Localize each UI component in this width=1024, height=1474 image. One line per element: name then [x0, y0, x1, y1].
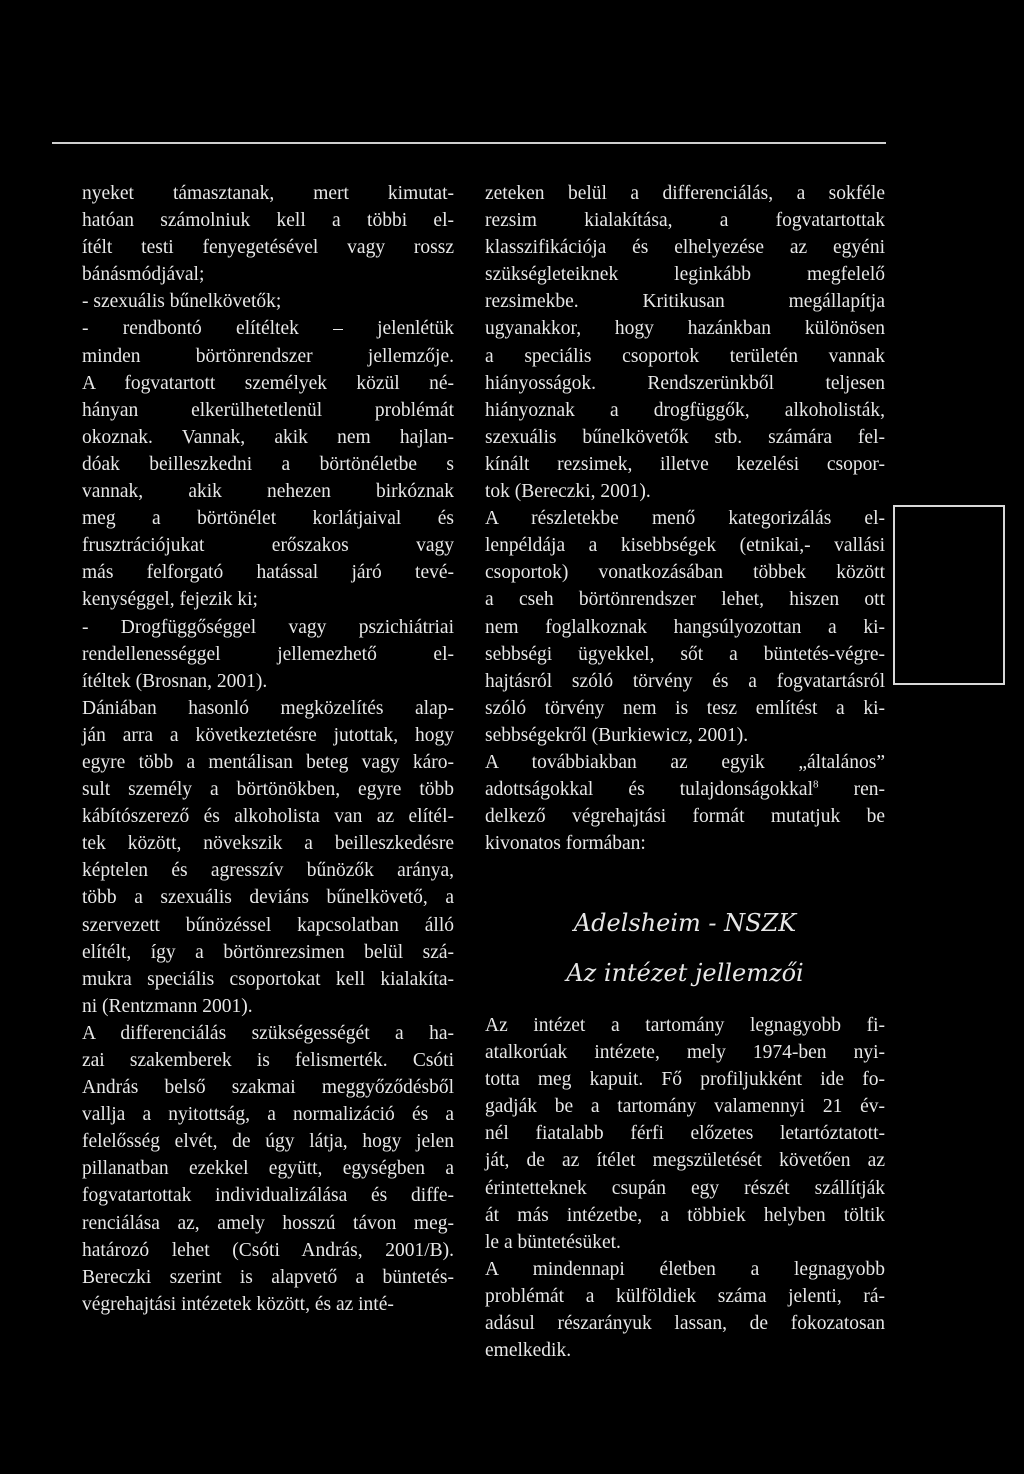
text-line: pillanatban ezekkel együtt, egységben a: [82, 1158, 454, 1180]
right-column: [485, 180, 885, 857]
text-line: ítélt testi fenyegetésével vagy rossz: [82, 237, 454, 259]
section-heading: Adelsheim - NSZK: [573, 909, 797, 937]
text-line: - szexuális bűnelkövetők;: [82, 291, 282, 313]
text-line: hiányosságok. Rendszerünkből teljesen: [485, 372, 885, 394]
text-line: a speciális csoportok területén vannak: [485, 345, 885, 367]
text-line: vallja a nyitottság, a normalizáció és a: [82, 1104, 454, 1126]
text-line: emelkedik.: [485, 1340, 572, 1362]
text-line: szóló törvény nem is tesz említést a ki-: [485, 697, 885, 719]
text-line: át más intézetbe, a többiek helyben töltik: [485, 1204, 885, 1226]
text-line: - Drogfüggőséggel vagy pszichiátriai: [82, 616, 454, 638]
text-line: kivonatos formában:: [485, 833, 646, 855]
text-line: kábítószerező és alkoholista van az elítél-: [82, 806, 454, 828]
text-line: hiányoznak a drogfüggők, alkoholisták,: [485, 399, 885, 421]
section-subheading: Az intézet jellemzői: [566, 959, 804, 987]
text-line: nél fiatalabb férfi előzetes letartóztatott-: [485, 1123, 885, 1145]
text-line: fogvatartottak individualizálása és diffe-: [82, 1185, 454, 1207]
text-line: hányan elkerülhetetlenül problémát: [82, 399, 454, 421]
text-line: gadják be a tartomány valamennyi 21 év-: [485, 1096, 885, 1118]
text-line: ni (Rentzmann 2001).: [82, 995, 253, 1017]
text-line: ítéltek (Brosnan, 2001).: [82, 670, 268, 692]
text-line: szükségleteiknek leginkább megfelelő: [485, 264, 885, 286]
text-line: zai szakemberek is felismerték. Csóti: [82, 1050, 454, 1071]
text-line: Dániában hasonló megközelítés alap-: [82, 697, 454, 719]
text-line: rezsim kialakítása, a fogvatartottak: [485, 210, 885, 232]
text-line: kínált rezsimek, illetve kezelési csopor-: [485, 453, 885, 475]
text-line: András belső szakmai meggyőződésből: [82, 1077, 454, 1099]
right-column-lower: [485, 1012, 885, 1364]
top-rule: [52, 142, 886, 144]
text-line: határozó lehet (Csóti András, 2001/B).: [82, 1239, 454, 1261]
text-line: adottságokkal és tulajdonságokkal$^8$ ren-: [485, 778, 885, 801]
text-line: képtelen és agresszív bűnözők aránya,: [82, 860, 454, 882]
text-line: A mindennapi életben a legnagyobb: [485, 1258, 885, 1280]
text-line: hajtásról szóló törvény és a fogvatartásról: [485, 670, 885, 692]
text-line: bánásmódjával;: [82, 264, 205, 286]
text-line: klasszifikációja és elhelyezése az egyéni: [485, 237, 885, 259]
text-line: A fogvatartott személyek közül né-: [82, 372, 454, 394]
text-line: a cseh börtönrendszer lehet, hiszen ott: [485, 589, 885, 611]
text-line: sebbségi ügyekkel, sőt a büntetés-végre-: [485, 643, 885, 665]
text-line: szervezett bűnözéssel kapcsolatban álló: [82, 914, 454, 936]
text-line: totta meg kapuit. Fő profiljukként ide fo-: [485, 1069, 885, 1091]
text-line: nyeket támasztanak, mert kimutat-: [82, 183, 454, 204]
text-line: A differenciálás szükségességét a ha-: [82, 1022, 454, 1044]
text-line: elítélt, így a börtönrezsimen belül szá-: [82, 941, 454, 963]
text-line: Bereczki szerint is alapvető a büntetés-: [82, 1266, 454, 1288]
text-line: mukra speciális csoportokat kell kialakíta-: [82, 968, 454, 990]
text-line: zeteken belül a differenciálás, a sokféle: [485, 183, 885, 204]
text-line: renciálása az, amely hosszú távon meg-: [82, 1212, 454, 1234]
text-line: ugyanakkor, hogy hazánkban különösen: [485, 318, 885, 340]
text-line: sult személy a börtönökben, egyre több: [82, 779, 454, 801]
text-line: Az intézet a tartomány legnagyobb fi-: [485, 1015, 885, 1036]
text-line: rendellenességgel jellemezhető el-: [82, 643, 454, 665]
text-line: szexuális bűnelkövetők stb. számára fel-: [485, 426, 885, 448]
margin-box: [893, 505, 1005, 685]
text-line: atalkorúak intézete, mely 1974-ben nyi-: [485, 1042, 885, 1064]
text-line: ját, de az ítélet megszületését követően az: [485, 1150, 885, 1172]
text-line: dóak beilleszkedni a börtönéletbe s: [82, 453, 454, 475]
text-line: A részletekbe menő kategorizálás el-: [485, 508, 885, 530]
text-line: minden börtönrendszer jellemzője.: [82, 345, 454, 367]
text-line: egyre több a mentálisan beteg vagy káro-: [82, 751, 454, 773]
text-line: delkező végrehajtási formát mutatjuk be: [485, 806, 885, 828]
text-line: ján arra a következtetésre jutottak, hogy: [82, 724, 454, 746]
text-line: más felforgató hatással járó tevé-: [82, 562, 454, 584]
text-line: végrehajtási intézetek között, és az inté-: [82, 1293, 394, 1315]
text-line: A továbbiakban az egyik „általános”: [485, 751, 885, 773]
text-line: - rendbontó elítéltek – jelenlétük: [82, 318, 454, 340]
text-line: érintetteknek csupán egy részét szállítják: [485, 1177, 885, 1199]
text-line: vannak, akik nehezen birkóznak: [82, 481, 454, 503]
text-line: tok (Bereczki, 2001).: [485, 481, 651, 503]
text-line: tek között, növekszik a beilleszkedésre: [82, 833, 454, 855]
text-line: lenpéldája a kisebbségek (etnikai,- vallási: [485, 535, 885, 557]
text-line: hatóan számolniuk kell a többi el-: [82, 210, 454, 232]
text-line: felelősség elvét, de úgy látja, hogy jelen: [82, 1131, 454, 1153]
text-line: problémát a külföldiek száma jelenti, rá-: [485, 1285, 885, 1307]
footnote-marker: 8: [812, 778, 819, 791]
text-line: sebbségekről (Burkiewicz, 2001).: [485, 724, 749, 746]
text-line: nem foglalkoznak hangsúlyozottan a ki-: [485, 616, 885, 638]
left-column: [82, 180, 454, 1318]
text-line: meg a börtönélet korlátjaival és: [82, 508, 454, 530]
text-line: okoznak. Vannak, akik nem hajlan-: [82, 426, 454, 448]
text-line: le a büntetésüket.: [485, 1231, 621, 1253]
text-line: frusztrációjukat erőszakos vagy: [82, 535, 454, 557]
text-line: rezsimekbe. Kritikusan megállapítja: [485, 291, 885, 313]
text-line: adásul részarányuk lassan, de fokozatosan: [485, 1313, 885, 1335]
text-line: több a szexuális deviáns bűnelkövető, a: [82, 887, 454, 909]
text-line: kenységgel, fejezik ki;: [82, 589, 258, 611]
text-line: csoportok) vonatkozásában többek között: [485, 562, 885, 584]
